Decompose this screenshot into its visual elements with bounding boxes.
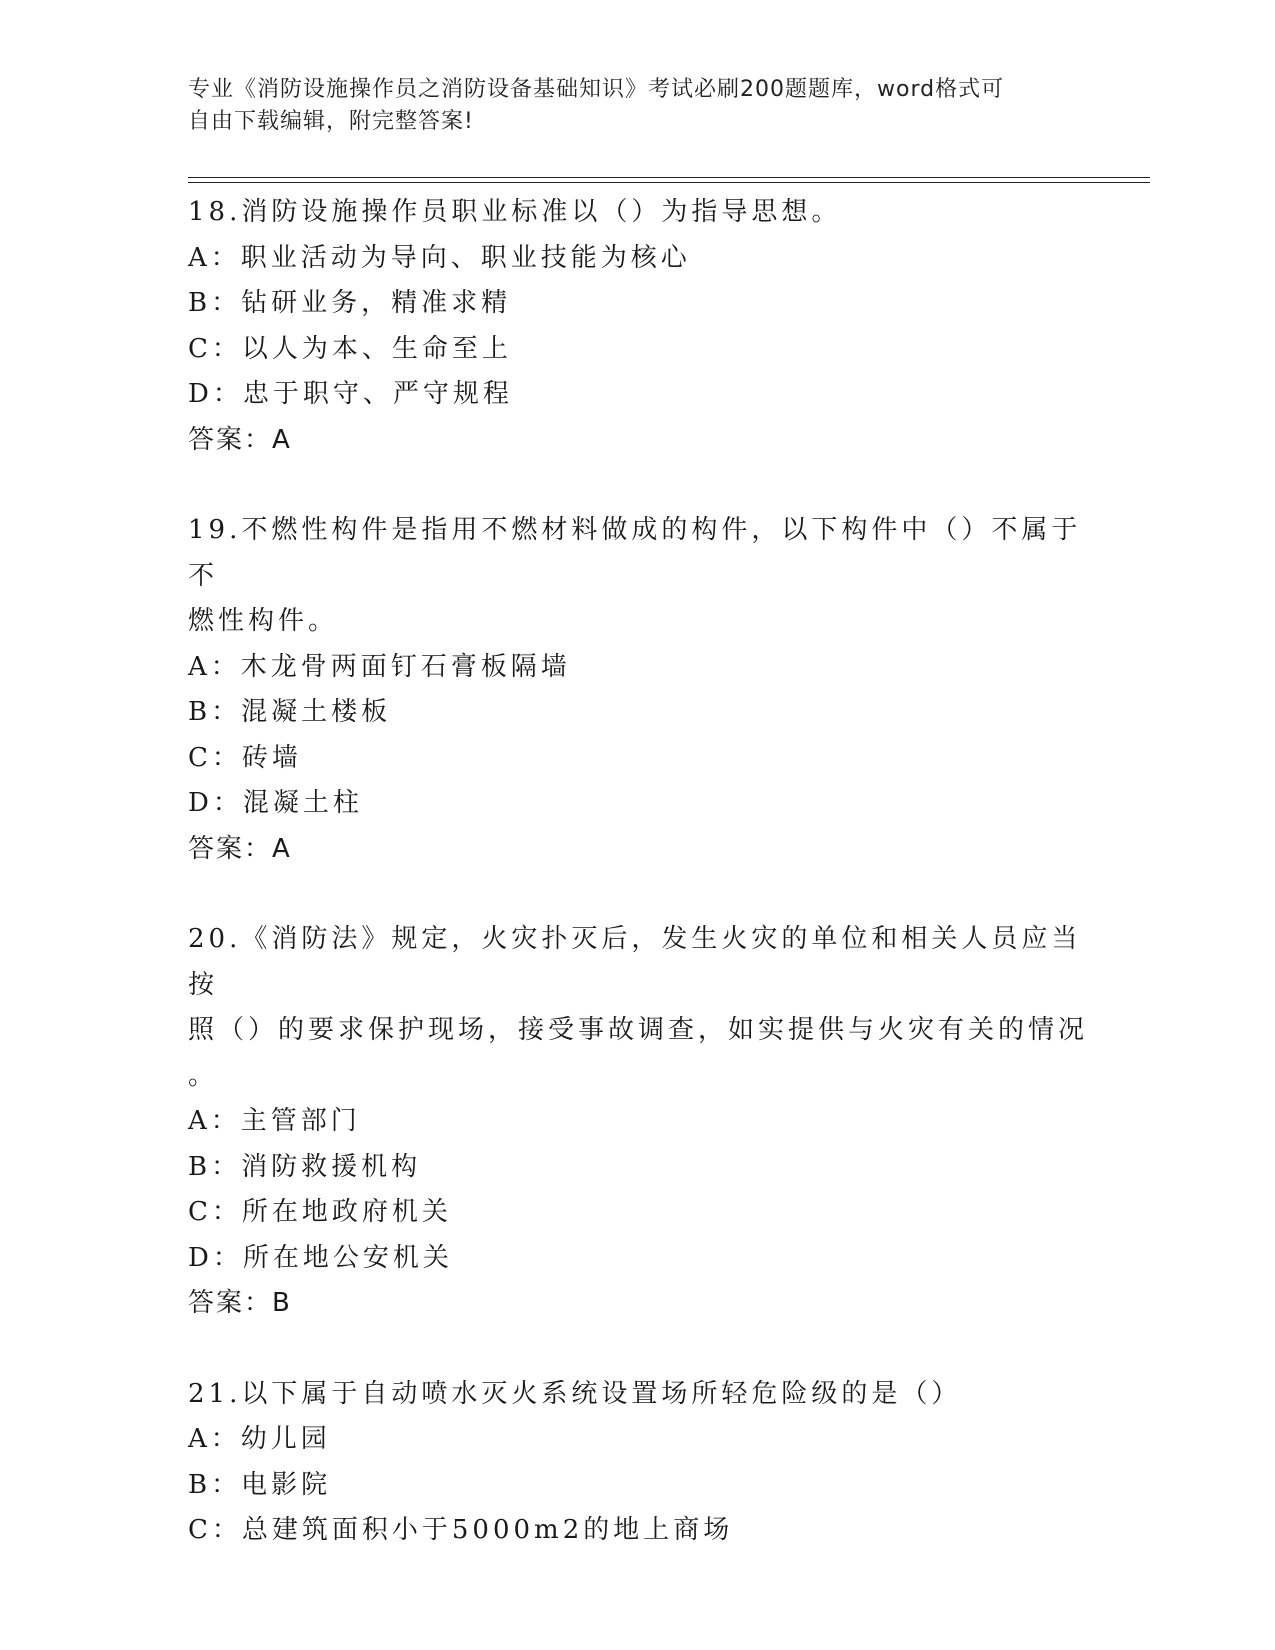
question-20 (188, 917, 1088, 1327)
option-d: D：混凝土柱 (188, 788, 363, 818)
spacer (188, 872, 1088, 917)
question-stem: 18.消防设施操作员职业标准以（）为指导思想。 (188, 197, 842, 227)
question-stem: 20.《消防法》规定，火灾扑灭后，发生火灾的单位和相关人员应当按 (188, 924, 1082, 1000)
question-stem-continued: 燃性构件。 (188, 606, 339, 636)
question-stem-continued: 。 (188, 1060, 219, 1091)
header-rule-bottom (188, 182, 1150, 183)
header-line-2: 自由下载编辑，附完整答案! (188, 109, 474, 134)
option-a: A：木龙骨两面钉石膏板隔墙 (188, 651, 571, 682)
option-a: A：幼儿园 (188, 1424, 331, 1454)
spacer (188, 1327, 1088, 1372)
spacer (188, 463, 1088, 508)
option-c: C：总建筑面积小于5000m2的地上商场 (188, 1515, 734, 1545)
option-c: C：以人为本、生命至上 (188, 333, 512, 364)
option-a: A：职业活动为导向、职业技能为核心 (188, 242, 691, 273)
option-c: C：砖墙 (188, 742, 302, 773)
answer-label: 答案：B (188, 1288, 292, 1318)
answer-label: 答案：A (188, 424, 292, 455)
option-b: B：钻研业务，精准求精 (188, 288, 512, 318)
option-b: B：混凝土楼板 (188, 697, 392, 727)
question-stem: 21.以下属于自动喷水灭火系统设置场所轻危险级的是（） (188, 1378, 962, 1409)
header-line-1: 专业《消防设施操作员之消防设备基础知识》考试必刷200题题库，word格式可 (188, 77, 1005, 102)
question-stem: 19.不燃性构件是指用不燃材料做成的构件，以下构件中（）不属于不 (188, 515, 1082, 591)
option-d: D：忠于职守、严守规程 (188, 379, 513, 409)
question-21 (188, 1372, 1088, 1554)
option-a: A：主管部门 (188, 1106, 361, 1136)
answer-label: 答案：A (188, 833, 292, 864)
option-c: C：所在地政府机关 (188, 1197, 452, 1227)
question-19 (188, 508, 1088, 872)
header-rule-top (188, 177, 1150, 178)
option-d: D：所在地公安机关 (188, 1242, 453, 1273)
question-list (188, 190, 1088, 1554)
option-b: B：电影院 (188, 1469, 332, 1500)
question-stem-continued: 照（）的要求保护现场，接受事故调查，如实提供与火灾有关的情况 (188, 1015, 1089, 1045)
document-header (188, 74, 1108, 138)
question-18 (188, 190, 1088, 463)
option-b: B：消防救援机构 (188, 1151, 422, 1182)
